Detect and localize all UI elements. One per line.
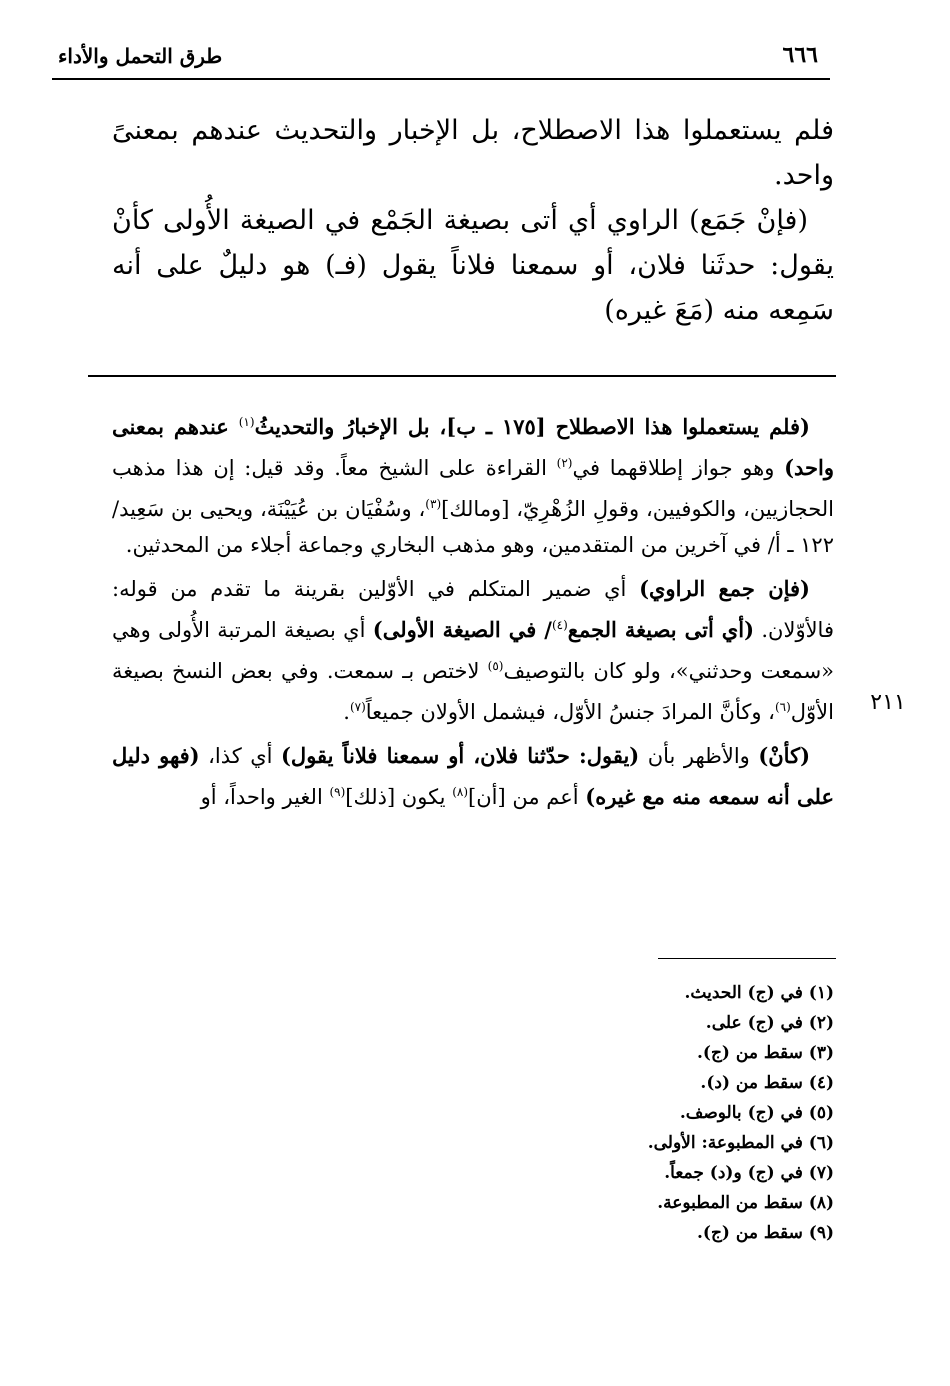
footnote-ref-3[interactable]: (٣)	[425, 497, 442, 511]
commentary-text-run: لاختص بـ سمعت. وفي بعض النسخ بصيغة الأوّل	[112, 659, 834, 724]
commentary-bold: (فإن جمع الراوي)	[639, 576, 810, 601]
commentary-text-run: يكون [ذلك]	[345, 785, 453, 809]
commentary-bold: / في الصيغة الأولى)	[372, 617, 552, 642]
commentary-bold: (فهو دليل على أنه سمعه منه مع غيره)	[112, 743, 834, 809]
footnote-item: (٧) في (ج) و(د) جمعاً.	[664, 1163, 834, 1183]
main-text-paragraph-2: (فإنْ جَمَع) الراوي أي أتى بصيغة الجَمْع في الصيغة الأُولى كأنْ يقول: حدثَنا فلان، أو سمعنا فلاناً يقول (فـ) هو دليلٌ على أنه سَمِعه منه (مَعَ غيره)	[112, 205, 834, 326]
commentary-text	[112, 404, 834, 823]
footnote-item: (٢) في (ج) على.	[705, 1013, 834, 1033]
commentary-bold: (أي أتى بصيغة الجمع	[567, 617, 755, 642]
footnote-ref-9[interactable]: (٩)	[329, 785, 346, 799]
commentary-text-run: وهو جواز إطلاقهما في	[572, 456, 785, 480]
footnotes	[354, 978, 834, 1248]
footnote-item: (٨) سقط من المطبوعة.	[657, 1193, 834, 1213]
commentary-text-run: ، وكأنَّ المرادَ جنسُ الأوّل، فيشمل الأولان جميعاً	[365, 700, 775, 724]
footnote-ref-1[interactable]: (١)	[238, 415, 255, 429]
commentary-bold: (كأنْ)	[758, 743, 811, 768]
footnote-divider	[658, 958, 836, 959]
page-number: ٦٦٦	[782, 42, 818, 68]
commentary-bold: (يقول: حدّثنا فلان، أو سمعنا فلاناً يقول)	[281, 743, 640, 768]
commentary-text-run: والأظهر بأن	[639, 744, 759, 768]
footnote-item: (٩) سقط من (ج).	[697, 1223, 834, 1243]
main-text-paragraph-1: فلم يستعملوا هذا الاصطلاح، بل الإخبار والتحديث عندهم بمعنىً واحد.	[112, 115, 834, 191]
commentary-text-run: ، وسُفْيَان بن عُيَيْنَة، ويحيى بن سَعِيد/١٢٢ ـ أ/ في آخرين من المتقدمين، وهو مذهب البخاري وجماعة أجلاء من المحدثين.	[112, 497, 834, 557]
commentary-paragraph-2	[112, 571, 834, 730]
footnote-ref-4[interactable]: (٤)	[551, 618, 568, 632]
page-header	[52, 38, 830, 80]
commentary-paragraph-1	[112, 404, 834, 563]
margin-page-number: ٢١١	[870, 690, 906, 715]
footnote-ref-6[interactable]: (٦)	[774, 700, 791, 714]
text-divider	[88, 375, 836, 377]
commentary-bold: (فلم يستعملوا هذا الاصطلاح [١٧٥ ـ ب]، بل الإخبارُ والتحديثُ	[254, 414, 810, 439]
commentary-text-run: القراءة على الشيخ معاً. وقد قيل: إن هذا مذهب الحجازيين، والكوفيين، وقولِ الزُهْرِيّ، [ومالك]	[112, 456, 834, 521]
commentary-text-run: أي ضمير المتكلم في الأوّلين بقرينة ما تقدم من قوله: فالأوّلان.	[112, 577, 834, 642]
commentary-text-run: الغير واحداً، أو	[200, 785, 330, 809]
footnote-item: (٣) سقط من (ج).	[697, 1043, 834, 1063]
commentary-text-run: أي بصيغة المرتبة الأُولى وهي «سمعت وحدثني»، ولو كان بالتوصيف	[112, 618, 835, 683]
footnote-ref-2[interactable]: (٢)	[556, 456, 573, 470]
footnote-ref-7[interactable]: (٧)	[349, 700, 366, 714]
commentary-text-run: أي كذا،	[199, 744, 281, 768]
commentary-paragraph-3	[112, 738, 834, 815]
footnote-ref-5[interactable]: (٥)	[487, 659, 504, 673]
running-title: طرق التحمل والأداء	[58, 44, 223, 68]
commentary-text-run: .	[343, 700, 350, 724]
main-text	[112, 108, 834, 333]
footnote-item: (٦) في المطبوعة: الأولى.	[647, 1133, 834, 1153]
footnote-item: (١) في (ج) الحديث.	[684, 983, 834, 1003]
footnote-item: (٥) في (ج) بالوصف.	[679, 1103, 834, 1123]
footnote-ref-8[interactable]: (٨)	[452, 785, 469, 799]
footnote-item: (٤) سقط من (د).	[700, 1073, 834, 1093]
commentary-bold: عندهم بمعنى واحد)	[112, 414, 834, 480]
commentary-text-run: أعم من [أن]	[468, 785, 586, 809]
